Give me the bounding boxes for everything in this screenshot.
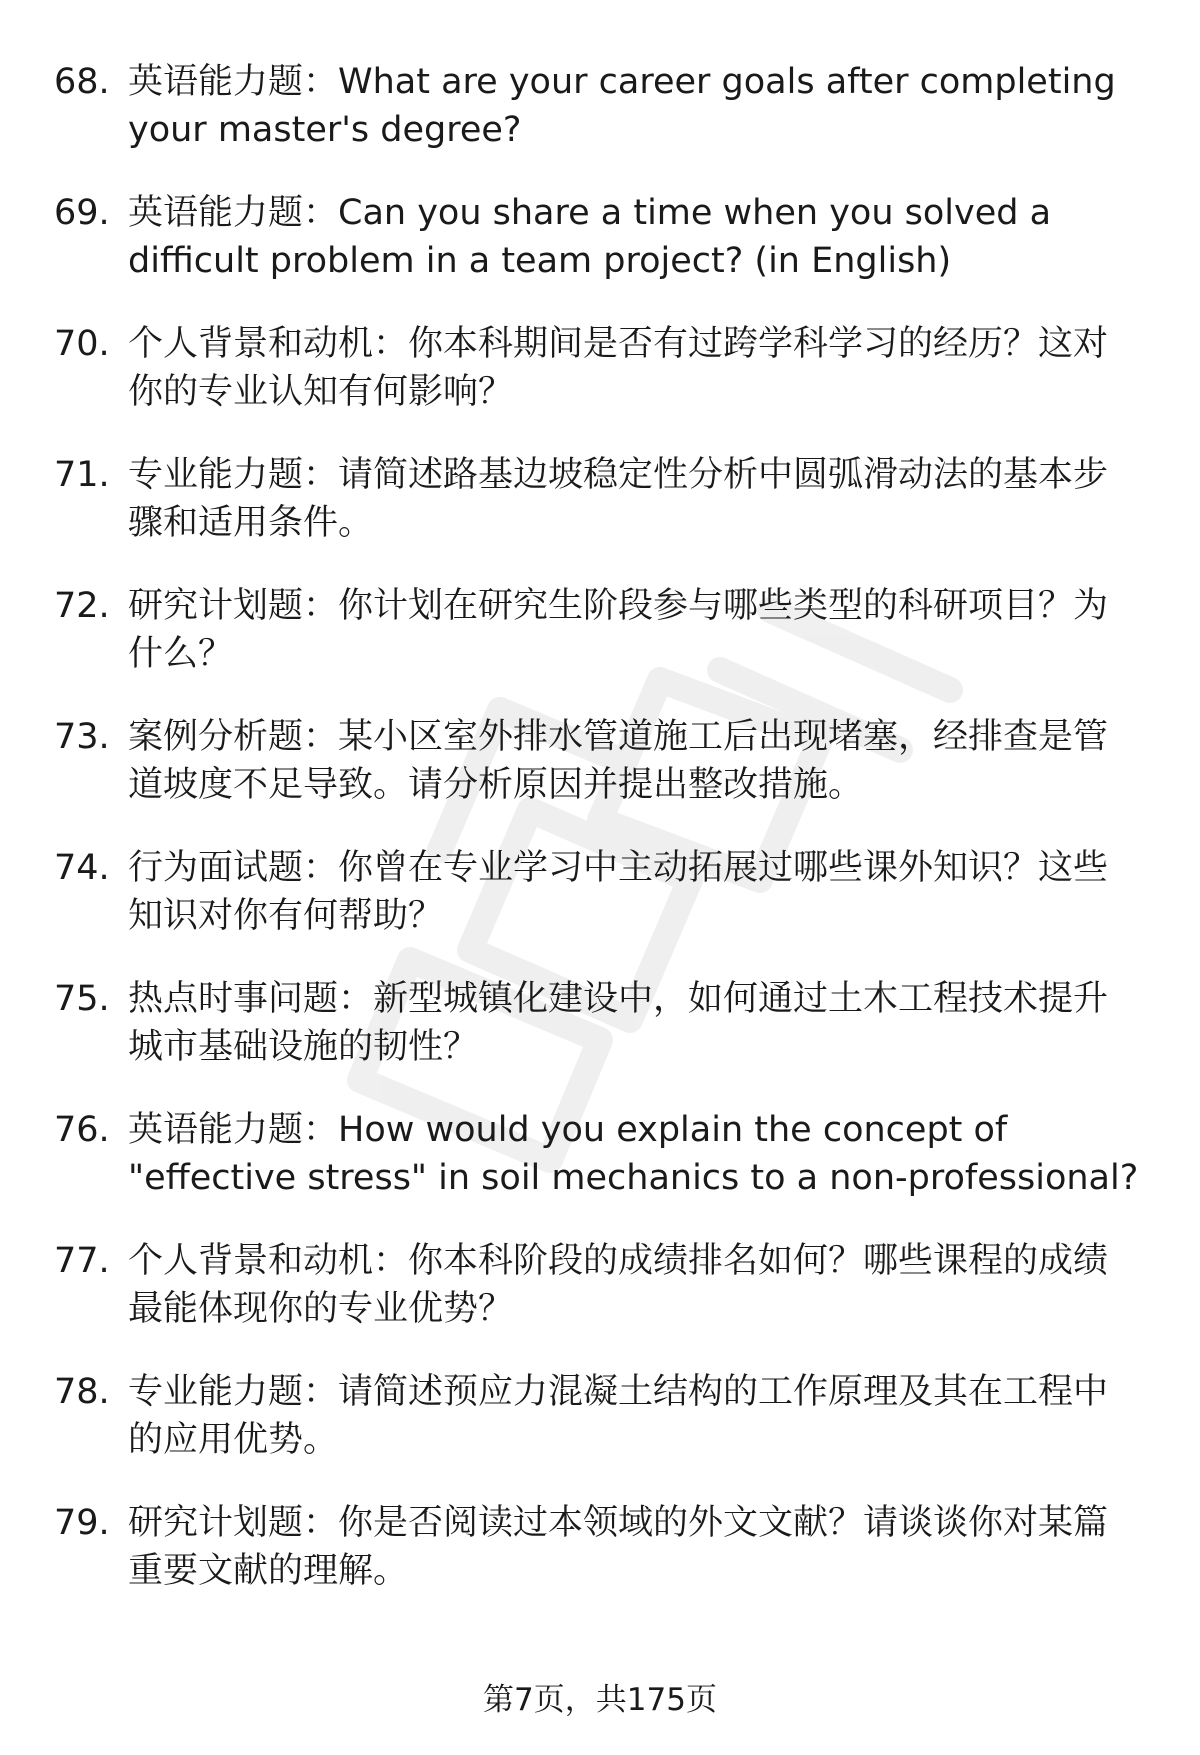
question-line: 研究计划题：你是否阅读过本领域的外文文献？请谈谈你对某篇 [128, 1503, 1109, 1543]
question-line: your master's degree? [128, 110, 522, 150]
question-item [54, 1499, 1154, 1630]
question-number: 79. [54, 1503, 110, 1543]
question-line: 热点时事问题：新型城镇化建设中，如何通过土木工程技术提升 [128, 979, 1109, 1019]
question-item [54, 1368, 1154, 1499]
question-item [54, 58, 1154, 189]
question-line: "effective stress" in soil mechanics to a non-professional? [128, 1158, 1139, 1198]
question-item [54, 320, 1154, 451]
question-number: 70. [54, 324, 110, 364]
question-text [128, 320, 1143, 416]
question-number: 71. [54, 455, 110, 495]
question-number: 69. [54, 193, 110, 233]
question-number: 72. [54, 586, 110, 626]
question-item [54, 189, 1154, 320]
question-line: 研究计划题：你计划在研究生阶段参与哪些类型的科研项目？为 [128, 586, 1109, 626]
question-number: 75. [54, 979, 110, 1019]
question-text [128, 58, 1143, 154]
question-line: 最能体现你的专业优势？ [128, 1289, 514, 1329]
question-line: 道坡度不足导致。请分析原因并提出整改措施。 [128, 765, 864, 805]
question-line: 专业能力题：请简述预应力混凝土结构的工作原理及其在工程中 [128, 1372, 1109, 1412]
question-line: 案例分析题：某小区室外排水管道施工后出现堵塞，经排查是管 [128, 717, 1109, 757]
question-line: 专业能力题：请简述路基边坡稳定性分析中圆弧滑动法的基本步 [128, 455, 1109, 495]
question-text [128, 713, 1143, 809]
question-line: 英语能力题：What are your career goals after completing [128, 62, 1116, 102]
question-text [128, 451, 1143, 547]
question-line: 英语能力题：How would you explain the concept of [128, 1110, 1008, 1150]
question-text [128, 189, 1143, 285]
question-line: difficult problem in a team project? (in English) [128, 241, 952, 281]
question-line: 知识对你有何帮助？ [128, 896, 444, 936]
question-text [128, 1499, 1143, 1595]
question-list [54, 58, 1154, 1630]
question-text [128, 975, 1143, 1071]
question-line: 城市基础设施的韧性？ [128, 1027, 479, 1067]
question-item [54, 844, 1154, 975]
question-number: 78. [54, 1372, 110, 1412]
question-text [128, 1106, 1143, 1202]
question-line: 英语能力题：Can you share a time when you solved a [128, 193, 1052, 233]
question-item [54, 1237, 1154, 1368]
question-line: 行为面试题：你曾在专业学习中主动拓展过哪些课外知识？这些 [128, 848, 1109, 888]
question-text [128, 582, 1143, 678]
question-line: 个人背景和动机：你本科阶段的成绩排名如何？哪些课程的成绩 [128, 1241, 1109, 1281]
question-line: 重要文献的理解。 [128, 1551, 409, 1591]
question-line: 的应用优势。 [128, 1420, 339, 1460]
question-item [54, 451, 1154, 582]
question-line: 什么？ [128, 634, 234, 674]
page-footer: 第7页，共175页 [483, 1682, 717, 1718]
question-number: 68. [54, 62, 110, 102]
question-number: 76. [54, 1110, 110, 1150]
question-item [54, 975, 1154, 1106]
question-text [128, 844, 1143, 940]
question-number: 77. [54, 1241, 110, 1281]
question-line: 骤和适用条件。 [128, 503, 374, 543]
question-line: 你的专业认知有何影响？ [128, 372, 514, 412]
question-text [128, 1368, 1143, 1464]
question-text [128, 1237, 1143, 1333]
question-line: 个人背景和动机：你本科期间是否有过跨学科学习的经历？这对 [128, 324, 1109, 364]
question-number: 73. [54, 717, 110, 757]
question-item [54, 713, 1154, 844]
question-item [54, 582, 1154, 713]
question-item [54, 1106, 1154, 1237]
question-number: 74. [54, 848, 110, 888]
